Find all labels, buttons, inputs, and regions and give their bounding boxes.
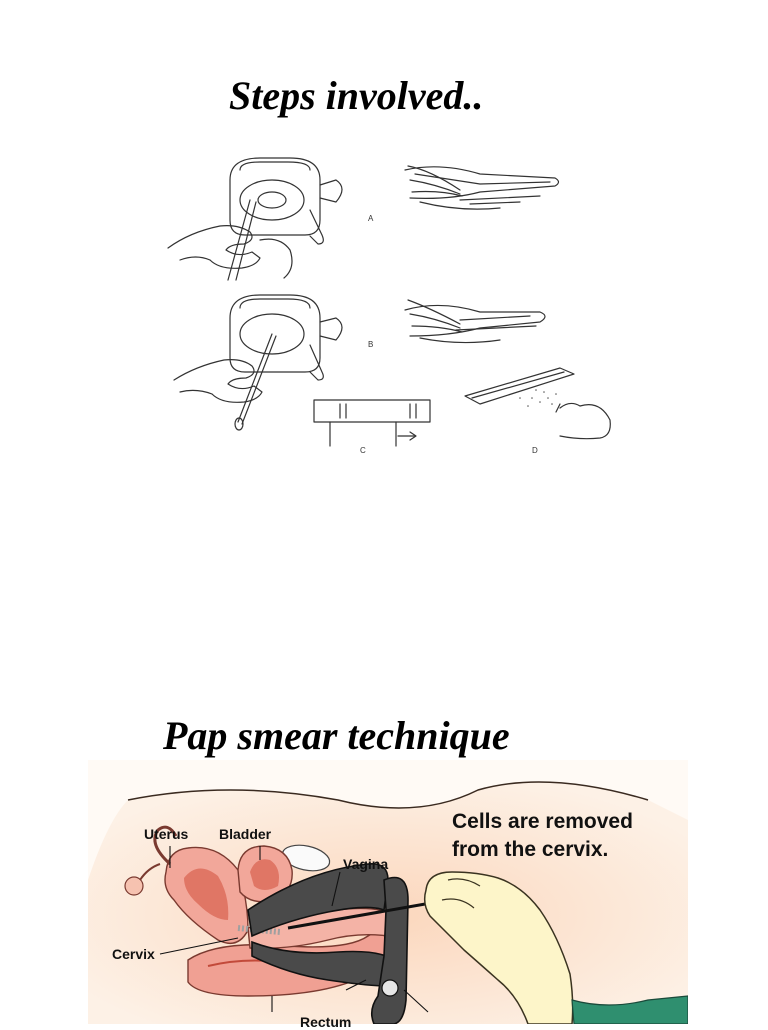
panel-b-brush bbox=[405, 300, 545, 343]
panel-label-c: C bbox=[360, 446, 366, 455]
pap-smear-anatomy-illustration bbox=[88, 760, 688, 1030]
label-rectum: Rectum bbox=[300, 1014, 352, 1030]
panel-d-spray-dots bbox=[519, 389, 557, 407]
technique-title: Pap smear technique bbox=[163, 713, 510, 758]
panel-d-slide-spray bbox=[465, 368, 610, 439]
label-bladder: Bladder bbox=[219, 826, 272, 842]
pap-smear-steps-illustration bbox=[160, 140, 620, 465]
label-cervix: Cervix bbox=[112, 946, 155, 962]
panel-a-speculum bbox=[168, 158, 342, 280]
anatomy-illustration-svg bbox=[88, 760, 688, 1024]
label-vagina: Vagina bbox=[343, 856, 389, 872]
steps-illustration-svg bbox=[160, 140, 620, 465]
panel-c-slide bbox=[314, 400, 430, 446]
panel-label-b: B bbox=[368, 340, 374, 349]
caption-line-2: from the cervix. bbox=[452, 838, 609, 861]
panel-label-a: A bbox=[368, 214, 374, 223]
panel-a-brush bbox=[405, 166, 559, 209]
panel-label-d: D bbox=[532, 446, 538, 455]
label-uterus: Uterus bbox=[144, 826, 189, 842]
caption-line-1: Cells are removed bbox=[452, 810, 633, 833]
steps-title: Steps involved.. bbox=[229, 73, 484, 118]
panel-b-speculum bbox=[174, 295, 342, 430]
